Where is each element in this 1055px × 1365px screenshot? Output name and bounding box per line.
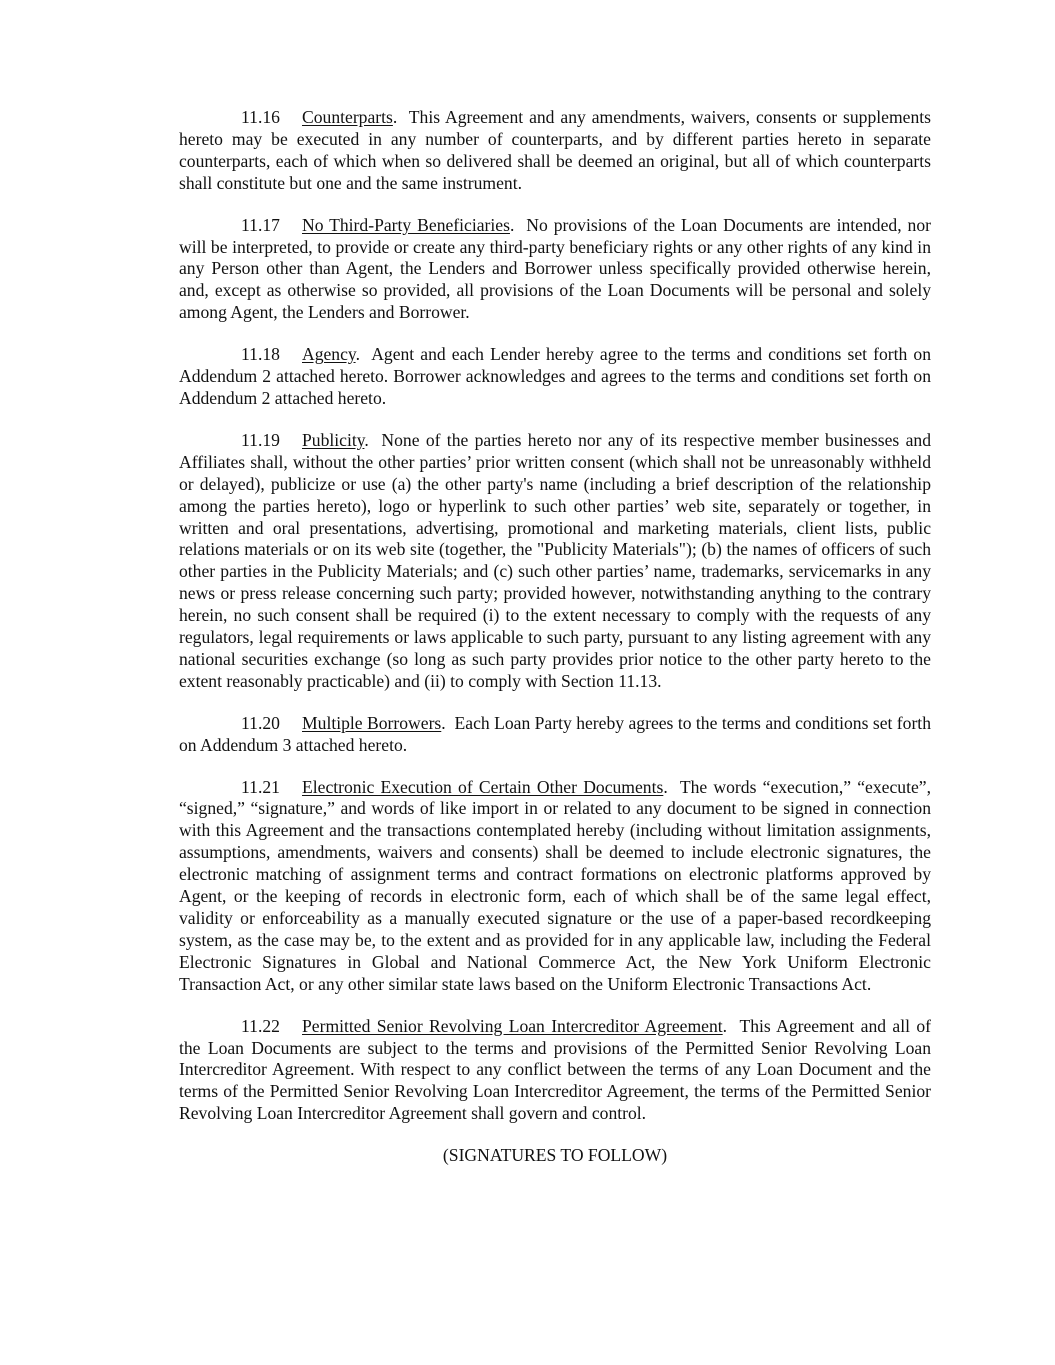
section-body: Agent and each Lender hereby agree to the terms and conditions set forth on Addendum 2 attached hereto. Borrower acknowledges and agrees to the terms and conditions set forth on Addendum 2 attached hereto. [179,344,931,408]
section-heading: Electronic Execution of Certain Other Documents [302,776,664,797]
section-heading: Multiple Borrowers [302,712,442,733]
section-number: 11.22 [241,1015,280,1036]
section-heading: Permitted Senior Revolving Loan Intercreditor Agreement [302,1015,723,1036]
section-number: 11.18 [241,344,280,365]
section-11-19: 11.19 Publicity. None of the parties hereto nor any of its respective member businesses and Affiliates shall, without the other parties’ prior written consent (which shall not be unreasonably withheld or delayed), publicize or use (a) the other party's name (including a brief description of the relationship among the parties hereto), logo or hyperlink to such other parties’ web site, separately or together, in written and oral presentations, advertising, promotional and marketing materials, client lists, public relations materials or on its web site (together, the "Publicity Materials"); (b) the names of officers of such other parties in the Publicity Materials; and (c) such other parties’ name, trademarks, servicemarks in any news or press release concerning such party; provided however, notwithstanding anything to the contrary herein, no such consent shall be required (i) to the extent necessary to comply with the requests of any regulators, legal requirements or laws applicable to such party, pursuant to any listing agreement with any national securities exchange (so long as such party provides prior notice to the other party hereto to the extent reasonably practicable) and (ii) to comply with Section 11.13. [179,429,931,691]
section-number: 11.16 [241,107,280,127]
section-11-17: 11.17 No Third-Party Beneficiaries. No provisions of the Loan Documents are intended, nor will be interpreted, to provide or create any third-party beneficiary rights or any other rights of any kind in any Person other than Agent, the Lenders and Borrower unless specifically provided otherwise herein, and, except as otherwise so provided, all provisions of the Loan Documents will be personal and solely among Agent, the Lenders and Borrower. [179,214,931,323]
signatures-to-follow: (SIGNATURES TO FOLLOW) [442,1145,668,1166]
section-number: 11.20 [241,712,280,733]
section-body: This Agreement and any amendments, waivers, consents or supplements hereto may be executed in any number of counterparts, and by different parties hereto in separate counterparts, each of which when so delivered shall be deemed an original, but all of which counterparts shall constitute but one and the same instrument. [179,107,931,193]
section-11-20: 11.20 Multiple Borrowers. Each Loan Party hereby agrees to the terms and conditions set forth on Addendum 3 attached hereto. [179,712,931,755]
section-body: This Agreement and all of the Loan Documents are subject to the terms and provisions of the Permitted Senior Revolving Loan Intercreditor Agreement. With respect to any conflict between the terms of any Loan Document and the terms of the Permitted Senior Revolving Loan Intercreditor Agreement, the terms of the Permitted Senior Revolving Loan Intercreditor Agreement shall govern and control. [179,1015,931,1124]
section-body: The words “execution,” “execute”, “signed,” “signature,” and words of like import in or related to any document to be signed in connection with this Agreement and the transactions contemplated hereby (including without limitation assignments, assumptions, amendments, waivers and consents) shall be deemed to include electronic signatures, the electronic matching of assignment terms and contract formations on electronic platforms approved by Agent, or the keeping of records in electronic form, each of which shall be of the same legal effect, validity or enforceability as a manually executed signature or the use of a paper-based recordkeeping system, as the case may be, to the extent and as provided for in any applicable law, including the Federal Electronic Signatures in Global and National Commerce Act, the New York Uniform Electronic Transaction Act, or any other similar state laws based on the Uniform Electronic Transactions Act. [179,776,931,994]
section-heading: Publicity [302,429,365,450]
section-11-16: 11.16 Counterparts. This Agreement and any amendments, waivers, consents or supplements hereto may be executed in any number of counterparts, and by different parties hereto in separate counterparts, each of which when so delivered shall be deemed an original, but all of which counterparts shall constitute but one and the same instrument. [179,107,931,193]
section-number: 11.19 [241,429,280,450]
section-number: 11.17 [241,214,280,235]
document-page [179,107,931,1185]
section-body: No provisions of the Loan Documents are intended, nor will be interpreted, to provide or create any third-party beneficiary rights or any other rights of any kind in any Person other than Agent, the Lenders and Borrower unless specifically provided otherwise herein, and, except as otherwise so provided, all provisions of the Loan Documents will be personal and solely among Agent, the Lenders and Borrower. [179,214,931,323]
section-body: None of the parties hereto nor any of its respective member businesses and Affiliates shall, without the other parties’ prior written consent (which shall not be unreasonably withheld or delayed), publicize or use (a) the other party's name (including a brief description of the relationship among the parties hereto), logo or hyperlink to such other parties’ web site, separately or together, in written and oral presentations, advertising, promotional and marketing materials, client lists, public relations materials or on its web site (together, the "Publicity Materials"); (b) the names of officers of such other parties in the Publicity Materials; and (c) such other parties’ name, trademarks, servicemarks in any news or press release concerning such party; provided however, notwithstanding anything to the contrary herein, no such consent shall be required (i) to the extent necessary to comply with the requests of any regulators, legal requirements or laws applicable to such party, pursuant to any listing agreement with any national securities exchange (so long as such party provides prior notice to the other party hereto to the extent reasonably practicable) and (ii) to comply with Section 11.13. [179,429,931,691]
section-heading: Agency [302,344,356,365]
section-heading: No Third-Party Beneficiaries [302,214,510,235]
section-heading: Counterparts [302,107,393,127]
section-11-18: 11.18 Agency. Agent and each Lender hereby agree to the terms and conditions set forth on Addendum 2 attached hereto. Borrower acknowledges and agrees to the terms and conditions set forth on Addendum 2 attached hereto. [179,344,931,408]
section-number: 11.21 [241,776,280,797]
section-11-22: 11.22 Permitted Senior Revolving Loan Intercreditor Agreement. This Agreement and all of the Loan Documents are subject to the terms and provisions of the Permitted Senior Revolving Loan Intercreditor Agreement. With respect to any conflict between the terms of any Loan Document and the terms of the Permitted Senior Revolving Loan Intercreditor Agreement, the terms of the Permitted Senior Revolving Loan Intercreditor Agreement shall govern and control. [179,1015,931,1124]
section-11-21: 11.21 Electronic Execution of Certain Other Documents. The words “execution,” “execute”, “signed,” “signature,” and words of like import in or related to any document to be signed in connection with this Agreement and the transactions contemplated hereby (including without limitation assignments, assumptions, amendments, waivers and consents) shall be deemed to include electronic signatures, the electronic matching of assignment terms and contract formations on electronic platforms approved by Agent, or the keeping of records in electronic form, each of which shall be of the same legal effect, validity or enforceability as a manually executed signature or the use of a paper-based recordkeeping system, as the case may be, to the extent and as provided for in any applicable law, including the Federal Electronic Signatures in Global and National Commerce Act, the New York Uniform Electronic Transaction Act, or any other similar state laws based on the Uniform Electronic Transactions Act. [179,776,931,994]
section-body: Each Loan Party hereby agrees to the terms and conditions set forth on Addendum 3 attached hereto. [179,712,931,755]
